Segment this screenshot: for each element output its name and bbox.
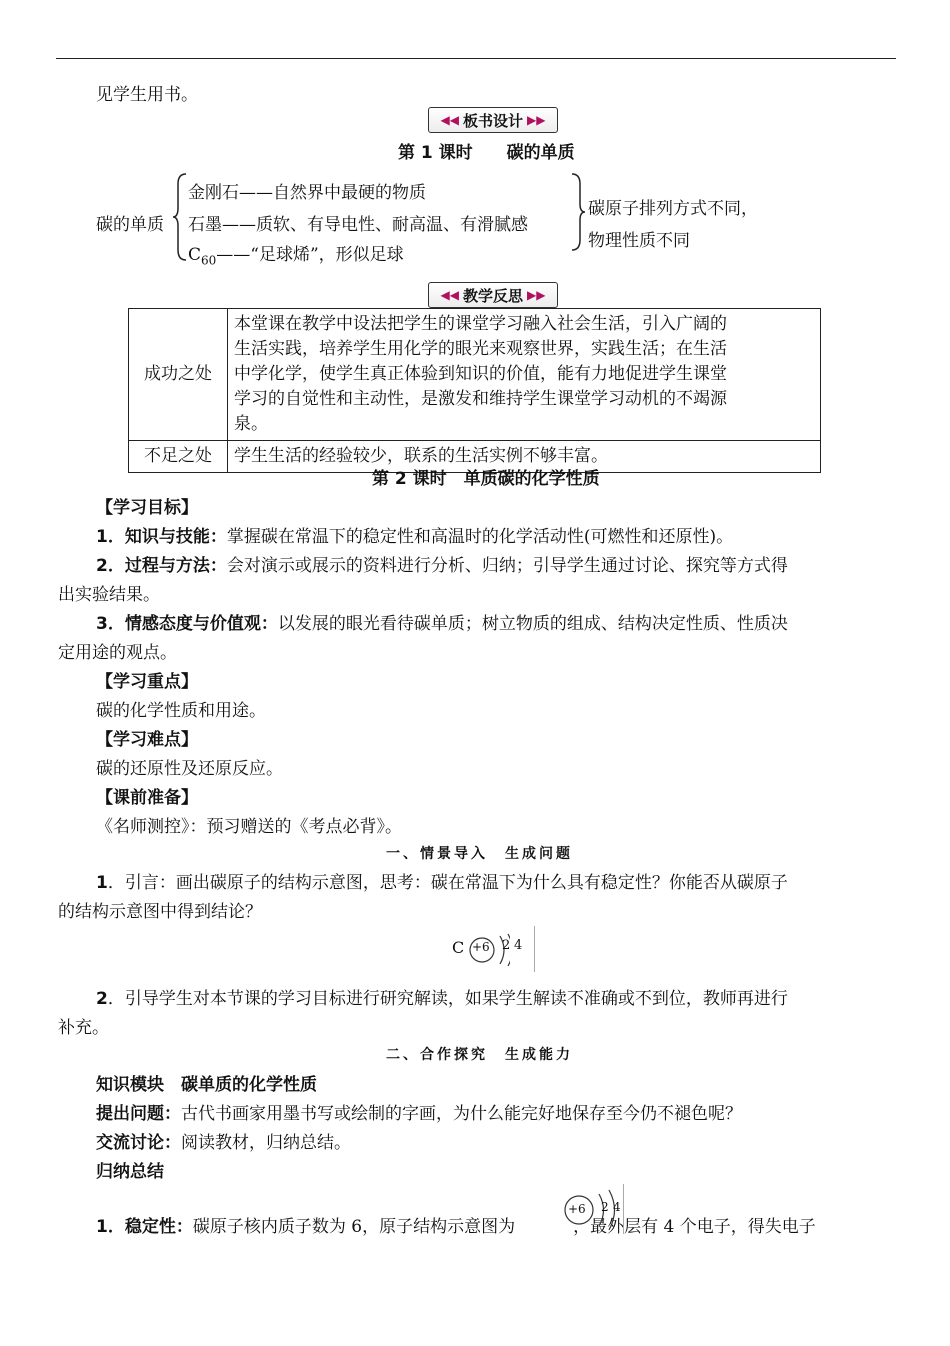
goal-2-cont: 出实验结果。 (58, 585, 160, 605)
item-number: 2 (96, 989, 108, 1009)
body-line: 中学化学，使学生真正体验到知识的价值，能有力地促进学生课堂 (234, 364, 727, 384)
atom-symbol: C (452, 938, 465, 957)
top-rule (56, 58, 896, 59)
prep-text: 《名师测控》：预习赠送的《考点必背》。 (96, 817, 402, 837)
goal-label: 3．情感态度与价值观： (96, 614, 278, 634)
discussion-text: 阅读教材，归纳总结。 (181, 1133, 351, 1153)
difficulty-text: 碳的还原性及还原反应。 (96, 759, 283, 779)
goal-text: 会对演示或展示的资料进行分析、归纳；引导学生通过讨论、探究等方式得 (226, 556, 788, 576)
body-line: 泉。 (234, 414, 268, 434)
question-text: 古代书画家用墨书写或绘制的字画，为什么能完好地保存至今仍不褪色呢？ (181, 1104, 742, 1124)
right-arrow-icon: ▶▶ (527, 288, 546, 302)
discussion (96, 1128, 351, 1153)
intro-1-cont: 的结构示意图中得到结论？ (58, 902, 262, 922)
atom-shell-1: 2 (601, 1200, 609, 1214)
goal-3 (96, 609, 788, 634)
atom-shell-1: 2 (502, 938, 511, 953)
atom-shell-2: 4 (514, 938, 523, 953)
question-label: 提出问题： (96, 1104, 181, 1124)
right-arrow-icon: ▶▶ (527, 113, 546, 127)
intro-2-cont: 补充。 (58, 1018, 109, 1038)
item-text: ．引言：画出碳原子的结构示意图，思考：碳在常温下为什么具有稳定性？你能否从碳原子 (107, 873, 788, 893)
row-body (228, 309, 821, 441)
difficulty-heading: 【学习难点】 (96, 730, 198, 750)
board-design-badge (428, 107, 558, 133)
table-row (129, 309, 821, 441)
goals-heading: 【学习目标】 (96, 498, 198, 518)
stability-label: ．稳定性： (107, 1217, 193, 1237)
c60-desc: ——“足球烯”，形似足球 (216, 245, 404, 265)
goal-text: 掌握碳在常温下的稳定性和高温时的化学活动性(可燃性和还原性)。 (226, 527, 734, 547)
discussion-label: 交流讨论： (96, 1133, 181, 1153)
row-head: 不足之处 (129, 441, 228, 473)
left-arrow-icon: ◀◀ (440, 113, 459, 127)
carbon-atom-diagram-inline (563, 1184, 624, 1234)
goal-label: 2．过程与方法： (96, 556, 227, 576)
body-line: 本堂课在教学中设法把学生的课堂学习融入社会生活，引入广阔的 (234, 314, 727, 334)
lesson2-title: 第 2 课时 单质碳的化学性质 (372, 469, 600, 489)
badge-label: 板书设计 (462, 111, 523, 130)
key-text: 碳的化学性质和用途。 (96, 701, 266, 721)
stability-line (96, 1212, 816, 1237)
board-item-graphite: 石墨——质软、有导电性、耐高温、有滑腻感 (188, 215, 528, 235)
item-text: ．引导学生对本节课的学习目标进行研究解读，如果学生解读不准确或不到位，教师再进行 (107, 989, 788, 1009)
body-line: 学习的自觉性和主动性，是激发和维持学生课堂学习动机的不竭源 (234, 389, 727, 409)
c60-subscript: 60 (201, 253, 217, 268)
c60-symbol: C (188, 245, 202, 265)
lesson1-title: 第 1 课时 碳的单质 (398, 143, 575, 163)
section-2-title: 二、合作探究 生成能力 (386, 1047, 573, 1063)
question (96, 1099, 742, 1124)
section-1-title: 一、情景导入 生成问题 (386, 846, 573, 862)
board-item-c60 (188, 240, 404, 267)
intro-1 (96, 868, 788, 893)
left-brace (172, 172, 188, 262)
goal-2 (96, 551, 788, 576)
goal-label: 1．知识与技能： (96, 527, 227, 547)
board-root: 碳的单质 (96, 215, 164, 235)
item-number: 1 (96, 873, 108, 893)
stability-text-2: ，最外层有 4 个电子，得失电子 (573, 1217, 816, 1237)
carbon-atom-diagram (450, 926, 535, 972)
board-conclusion-1: 碳原子排列方式不同， (588, 199, 758, 219)
badge-label: 教学反思 (462, 286, 523, 305)
row-head: 成功之处 (129, 309, 228, 441)
prep-heading: 【课前准备】 (96, 788, 198, 808)
left-arrow-icon: ◀◀ (440, 288, 459, 302)
goal-text: 以发展的眼光看待碳单质；树立物质的组成、结构决定性质、性质决 (277, 614, 788, 634)
board-item-diamond: 金刚石——自然界中最硬的物质 (188, 183, 426, 203)
goal-3-cont: 定用途的观点。 (58, 643, 177, 663)
intro-2 (96, 984, 788, 1009)
reflection-table (128, 308, 821, 473)
module-title: 知识模块 碳单质的化学性质 (96, 1075, 317, 1095)
body-line: 生活实践，培养学生用化学的眼光来观察世界，实践生活；在生活 (234, 339, 727, 359)
board-conclusion-2: 物理性质不同 (588, 231, 690, 251)
atom-nucleus: +6 (568, 1202, 586, 1216)
reflection-badge (428, 282, 558, 308)
top-line: 见学生用书。 (96, 85, 198, 105)
stability-text: 碳原子核内质子数为 6，原子结构示意图为 (192, 1217, 516, 1237)
item-number: 1 (96, 1217, 108, 1237)
right-brace (570, 172, 586, 252)
goal-1 (96, 522, 733, 547)
body-line: 学生生活的经验较少，联系的生活实例不够丰富。 (234, 446, 608, 466)
key-heading: 【学习重点】 (96, 672, 198, 692)
atom-shell-2: 4 (613, 1200, 621, 1214)
atom-nucleus: +6 (472, 940, 490, 954)
summary-heading: 归纳总结 (96, 1162, 164, 1182)
